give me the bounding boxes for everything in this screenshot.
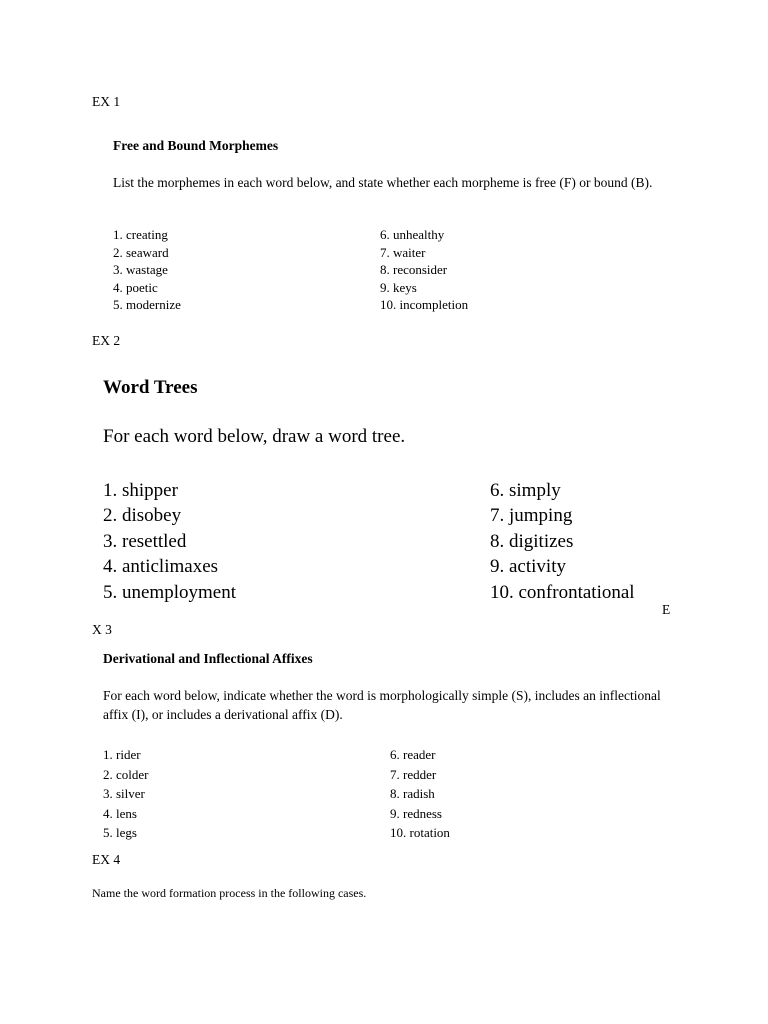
ex3-label-part2: X 3 [92, 622, 112, 637]
ex2-list-left [103, 478, 236, 605]
list-item: 10. incompletion [380, 297, 469, 313]
list-item: 4. anticlimaxes [103, 556, 219, 578]
list-item: 5. modernize [113, 297, 181, 313]
list-item: 9. redness [390, 805, 442, 821]
ex2-instructions: For each word below, draw a word tree. [103, 426, 406, 447]
list-item: 1. shipper [103, 480, 178, 501]
list-item: 9. activity [490, 556, 566, 578]
list-item: 3. resettled [103, 530, 187, 552]
list-item: 2. disobey [103, 505, 182, 527]
list-item: 6. reader [390, 747, 436, 762]
list-item: 7. waiter [380, 244, 426, 260]
ex3-list-left [103, 745, 148, 843]
list-item: 8. radish [390, 786, 435, 801]
ex3-label-part1: E [662, 602, 671, 617]
list-item: 5. legs [103, 825, 137, 840]
list-item: 6. unhealthy [380, 227, 445, 242]
list-item: 4. poetic [113, 279, 158, 295]
list-item: 5. unemployment [103, 581, 236, 603]
list-item: 10. rotation [390, 825, 450, 840]
ex1-list-left [113, 226, 181, 314]
list-item: 6. simply [490, 480, 561, 501]
list-item: 8. reconsider [380, 262, 448, 278]
list-item: 10. confrontational [490, 581, 635, 603]
ex1-list-right [380, 226, 468, 314]
ex4-instructions: Name the word formation process in the following cases. [92, 886, 367, 900]
ex3-list-right [390, 745, 450, 843]
ex4-label: EX 4 [92, 852, 121, 867]
list-item: 7. redder [390, 766, 437, 782]
list-item: 4. lens [103, 805, 137, 821]
ex1-instructions: List the morphemes in each word below, and state whether each morpheme is free (F) or bound (B). [113, 175, 653, 190]
list-item: 9. keys [380, 279, 417, 295]
list-item: 7. jumping [490, 505, 573, 527]
list-item: 3. wastage [113, 262, 168, 278]
ex2-label: EX 2 [92, 333, 121, 348]
list-item: 3. silver [103, 786, 145, 801]
ex3-instructions: For each word below, indicate whether the word is morphologically simple (S), includes an inflectional affix (I), or includes a derivational affix (D). [103, 688, 661, 722]
ex3-title: Derivational and Inflectional Affixes [103, 651, 313, 666]
ex2-list-right [490, 478, 635, 605]
list-item: 1. rider [103, 747, 141, 762]
list-item: 1. creating [113, 227, 168, 242]
ex1-label: EX 1 [92, 94, 121, 109]
list-item: 2. colder [103, 766, 149, 782]
ex2-title: Word Trees [103, 377, 198, 398]
ex1-title: Free and Bound Morphemes [113, 138, 279, 153]
list-item: 2. seaward [113, 244, 169, 260]
list-item: 8. digitizes [490, 530, 574, 552]
